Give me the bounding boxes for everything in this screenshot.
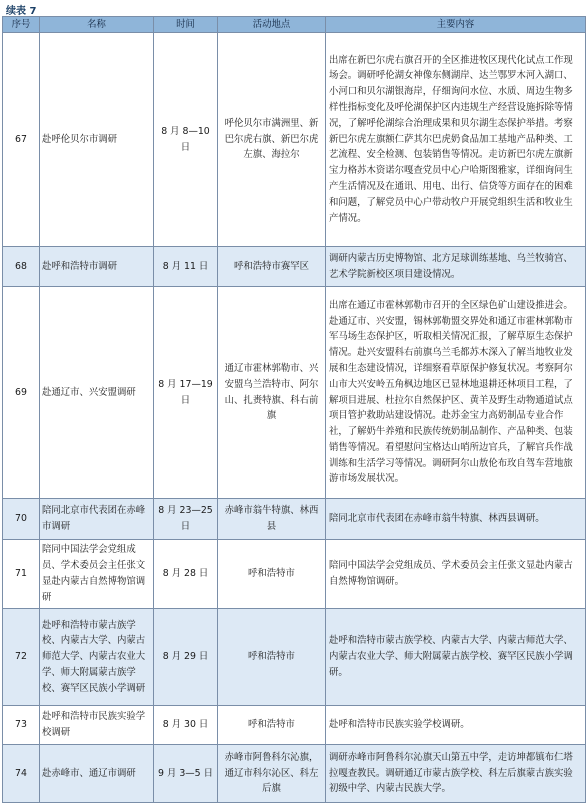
header-no: 序号 bbox=[3, 17, 40, 33]
header-content: 主要内容 bbox=[326, 17, 586, 33]
row-time: 8 月 8—10 日 bbox=[154, 33, 218, 247]
row-place: 通辽市霍林郭勒市、兴安盟乌兰浩特市、阿尔山、扎赉特旗、科右前旗 bbox=[218, 287, 326, 499]
row-name: 陪同中国法学会党组成员、学术委员会主任张文显赴内蒙古自然博物馆调研 bbox=[40, 540, 154, 609]
table-row bbox=[3, 706, 586, 745]
row-place: 呼和浩特市赛罕区 bbox=[218, 247, 326, 287]
header-time: 时间 bbox=[154, 17, 218, 33]
table-row bbox=[3, 287, 586, 499]
header-place: 活动地点 bbox=[218, 17, 326, 33]
table-row bbox=[3, 499, 586, 540]
row-time: 8 月 30 日 bbox=[154, 706, 218, 745]
row-place: 呼伦贝尔市满洲里、新巴尔虎右旗、新巴尔虎左旗、海拉尔 bbox=[218, 33, 326, 247]
table-row bbox=[3, 745, 586, 803]
row-name: 陪同北京市代表团在赤峰市调研 bbox=[40, 499, 154, 540]
row-name: 赴呼和浩特市调研 bbox=[40, 247, 154, 287]
table-row bbox=[3, 540, 586, 609]
row-no: 68 bbox=[3, 247, 40, 287]
activity-table bbox=[2, 16, 586, 803]
row-name: 赴呼和浩特市民族实验学校调研 bbox=[40, 706, 154, 745]
table-header-row bbox=[3, 17, 586, 33]
row-no: 70 bbox=[3, 499, 40, 540]
row-time: 8 月 11 日 bbox=[154, 247, 218, 287]
row-time: 8 月 29 日 bbox=[154, 609, 218, 706]
row-content: 出席在新巴尔虎右旗召开的全区推进牧区现代化试点工作现场会。调研呼伦湖女神像东侧湖岸、达兰鄂罗木河入湖口、小河口和贝尔湖银海岸，仔细询问水位、水质、周边生物多样性指标变化及呼伦湖保护区内违规生产经营设施拆除等情况，了解呼伦湖综合治理成果和贝尔湖生态保护举措。考察新巴尔虎左旗额仁萨其尔巴虎奶食品加工基地产品种类、工艺流程、安全检测、包装销售等情况。走访新巴尔虎左旗新宝力格苏木资诺尔嘎查党员中心户哈斯图雅家，详细询问生产生活情况及在通讯、用电、出行、信贷等方面存在的困难和问题，了解党员中心户带动牧户开展党组织生活和牧业生产情况。 bbox=[326, 33, 586, 247]
row-content: 赴呼和浩特市蒙古族学校、内蒙古大学、内蒙古师范大学、内蒙古农业大学、师大附属蒙古族学校、赛罕区民族小学调研。 bbox=[326, 609, 586, 706]
row-name: 赴通辽市、兴安盟调研 bbox=[40, 287, 154, 499]
row-place: 呼和浩特市 bbox=[218, 706, 326, 745]
row-place: 呼和浩特市 bbox=[218, 609, 326, 706]
row-no: 71 bbox=[3, 540, 40, 609]
row-time: 8 月 28 日 bbox=[154, 540, 218, 609]
row-no: 74 bbox=[3, 745, 40, 803]
row-time: 8 月 23—25 日 bbox=[154, 499, 218, 540]
row-content: 调研内蒙古历史博物馆、北方足球训练基地、乌兰牧骑宫、艺术学院新校区项目建设情况。 bbox=[326, 247, 586, 287]
row-no: 67 bbox=[3, 33, 40, 247]
row-content: 出席在通辽市霍林郭勒市召开的全区绿色矿山建设推进会。赴通辽市、兴安盟，锡林郭勒盟交界处和通辽市霍林郭勒市军马场生态保护区，听取相关情况汇报，了解草原生态保护情况。赴兴安盟科右前旗乌兰毛都苏木深入了解当地牧业发展和生态建设情况，详细察看草原保护修复状况。考察阿尔山市大兴安岭五角枫边地区已显林地退耕还林项目工程，了解项目进展、杜拉尔自然保护区、黄羊及野生动物通道试点项目管护救助站建设情况。赴苏金宝力高奶制品专业合作社，了解奶牛养殖和民族传统奶制品制作、产品种类、包装销售等情况。看望慰问宝格达山哨所边官兵，了解官兵作战训练和生活学习等情况。调研阿尔山敖伦布玫自驾车营地旅游市场发展状况。 bbox=[326, 287, 586, 499]
row-content: 调研赤峰市阿鲁科尔沁旗天山第五中学，走访坤都镇布仁塔拉嘎查教民。调研通辽市蒙古族学校、科左后旗蒙古族实验初级中学、内蒙古民族大学。 bbox=[326, 745, 586, 803]
row-name: 赴赤峰市、通辽市调研 bbox=[40, 745, 154, 803]
row-place: 呼和浩特市 bbox=[218, 540, 326, 609]
table-row bbox=[3, 609, 586, 706]
row-name: 赴呼伦贝尔市调研 bbox=[40, 33, 154, 247]
table-caption: 续表 7 bbox=[6, 6, 37, 17]
row-content: 陪同北京市代表团在赤峰市翁牛特旗、林西县调研。 bbox=[326, 499, 586, 540]
row-content: 赴呼和浩特市民族实验学校调研。 bbox=[326, 706, 586, 745]
row-place: 赤峰市阿鲁科尔沁旗，通辽市科尔沁区、科左后旗 bbox=[218, 745, 326, 803]
row-time: 9 月 3—5 日 bbox=[154, 745, 218, 803]
row-place: 赤峰市翁牛特旗、林西县 bbox=[218, 499, 326, 540]
row-time: 8 月 17—19 日 bbox=[154, 287, 218, 499]
row-no: 73 bbox=[3, 706, 40, 745]
row-name: 赴呼和浩特市蒙古族学校、内蒙古大学、内蒙古师范大学、内蒙古农业大学、师大附属蒙古族学校、赛罕区民族小学调研 bbox=[40, 609, 154, 706]
table-row bbox=[3, 33, 586, 247]
row-no: 72 bbox=[3, 609, 40, 706]
row-content: 陪同中国法学会党组成员、学术委员会主任张文显赴内蒙古自然博物馆调研。 bbox=[326, 540, 586, 609]
table-row bbox=[3, 247, 586, 287]
header-name: 名称 bbox=[40, 17, 154, 33]
row-no: 69 bbox=[3, 287, 40, 499]
